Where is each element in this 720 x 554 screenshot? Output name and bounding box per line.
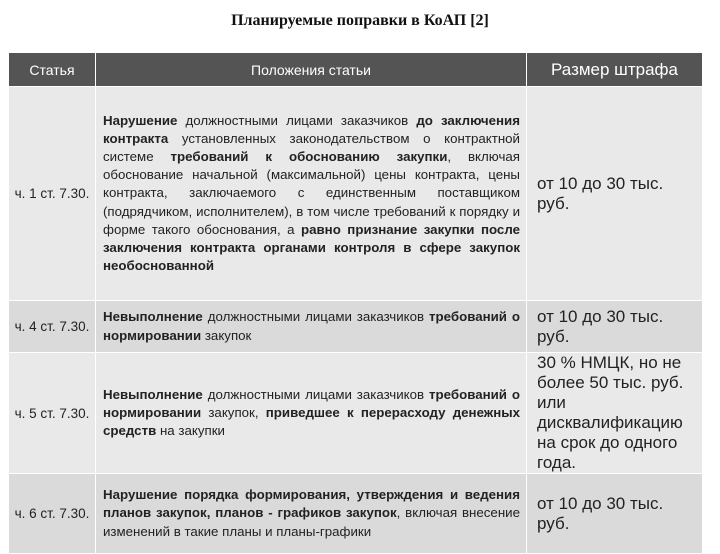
provision-fragment: равно признание закупки после заключения контракта органами контроля в сфере закупок необоснованной bbox=[103, 221, 520, 274]
provision-fragment: требований о нормировании bbox=[103, 386, 520, 420]
provisions-cell bbox=[96, 353, 527, 474]
article-cell: ч. 6 ст. 7.30. bbox=[9, 474, 96, 554]
provision-fragment: закупок, bbox=[201, 404, 266, 420]
provision-fragment: должностными лицами заказчиков bbox=[202, 309, 429, 325]
provision-fragment: на закупки bbox=[156, 423, 225, 439]
fine-cell: от 10 до 30 тыс. руб. bbox=[527, 474, 703, 554]
provision-fragment: Нарушение bbox=[103, 112, 178, 128]
provision-fragment: , включая внесение изменений в такие планы и планы-графики bbox=[103, 505, 520, 539]
column-header-fine: Размер штрафа bbox=[527, 53, 703, 87]
provision-fragment: требований к обоснованию закупки bbox=[170, 148, 448, 164]
article-cell: ч. 5 ст. 7.30. bbox=[9, 353, 96, 474]
page-title: Планируемые поправки в КоАП [2] bbox=[231, 12, 489, 29]
provision-fragment: установленных законодательством о контрактной системе bbox=[103, 130, 520, 164]
provision-fragment: до заключения контракта bbox=[103, 112, 520, 146]
amendments-table bbox=[8, 52, 703, 554]
provision-fragment: Невыполнение bbox=[103, 386, 203, 402]
table-row bbox=[9, 474, 703, 554]
fine-cell: от 10 до 30 тыс. руб. bbox=[527, 301, 703, 353]
table-row bbox=[9, 353, 703, 474]
provision-fragment: Нарушение порядка формирования, утверждения и ведения планов закупок, планов - графиков закупок bbox=[103, 487, 520, 521]
fine-cell: от 10 до 30 тыс. руб. bbox=[527, 87, 703, 301]
table-header-row bbox=[9, 53, 703, 87]
provisions-cell bbox=[96, 474, 527, 554]
column-header-provisions: Положения статьи bbox=[96, 53, 527, 87]
provisions-cell bbox=[96, 301, 527, 353]
provision-fragment: закупок bbox=[201, 327, 252, 343]
provision-fragment: , включая обоснование начальной (максимальной) цены контракта, цены контракта, заключаемого с единственным поставщиком (подрядчиком, исполнителем), в том числе требований к порядку и форме такого обоснования, а bbox=[103, 148, 520, 237]
article-cell: ч. 1 ст. 7.30. bbox=[9, 87, 96, 301]
column-header-article: Статья bbox=[9, 53, 96, 87]
table-row bbox=[9, 87, 703, 301]
table-row bbox=[9, 301, 703, 353]
provision-fragment: требований о нормировании bbox=[103, 309, 520, 343]
fine-cell: 30 % НМЦК, но не более 50 тыс. руб. или дисквалификацию на срок до одного года. bbox=[527, 353, 703, 474]
provision-fragment: приведшее к перерасходу денежных средств bbox=[103, 404, 520, 439]
provisions-cell bbox=[96, 87, 527, 301]
article-cell: ч. 4 ст. 7.30. bbox=[9, 301, 96, 353]
provision-fragment: должностными лицами заказчиков bbox=[177, 112, 417, 128]
provision-fragment: Невыполнение bbox=[103, 309, 203, 325]
provision-fragment: должностными лицами заказчиков bbox=[202, 386, 429, 402]
